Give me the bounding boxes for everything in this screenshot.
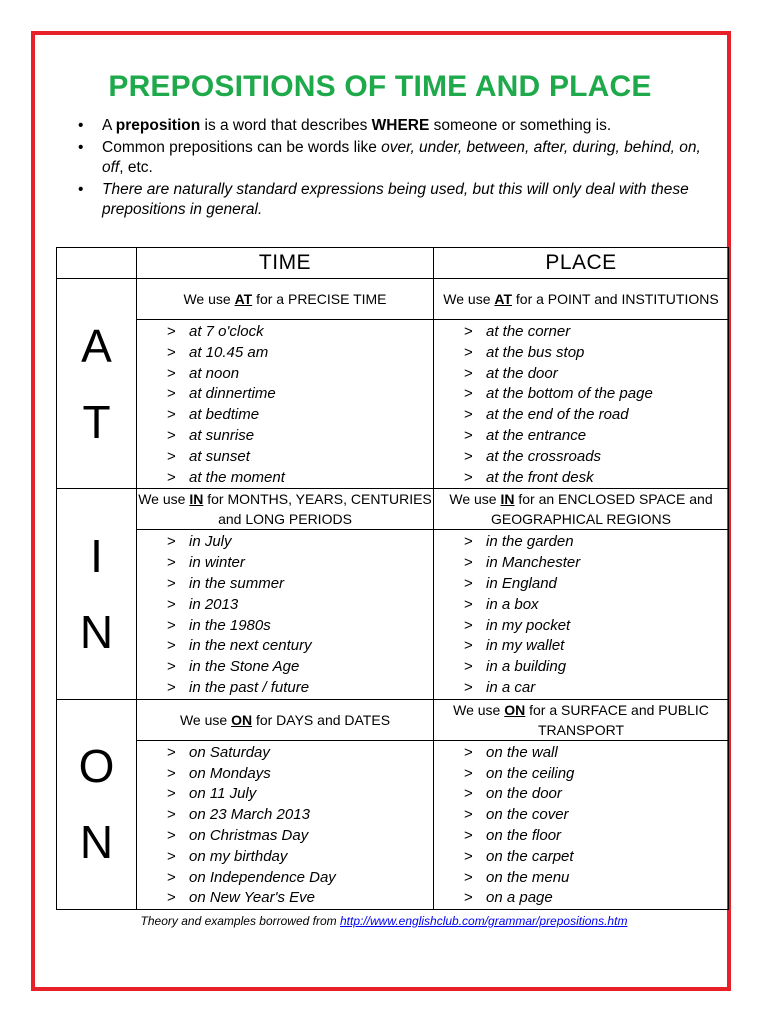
arrow-icon: > xyxy=(167,574,176,592)
time-examples xyxy=(137,740,434,909)
keyword: ON xyxy=(504,701,526,718)
list-item: > on Saturday xyxy=(137,743,433,764)
bullet-item: • A preposition is a word that describes WHERE someone or something is. xyxy=(78,116,708,137)
bullet-dot-icon: • xyxy=(78,117,84,134)
arrow-icon: > xyxy=(167,406,176,424)
list-item: > at noon xyxy=(137,364,433,385)
place-rule: We use ON for a SURFACE and PUBLIC TRANSPORT xyxy=(434,699,729,740)
arrow-icon: > xyxy=(167,868,176,886)
list-item: > in winter xyxy=(137,553,433,574)
arrow-icon: > xyxy=(167,764,176,782)
list-item: > in the 1980s xyxy=(137,616,433,637)
arrow-icon: > xyxy=(464,658,473,676)
list-item: > at the end of the road xyxy=(434,405,728,426)
preposition-letters xyxy=(57,489,137,699)
time-rule: We use AT for a PRECISE TIME xyxy=(137,279,434,320)
arrow-icon: > xyxy=(167,785,176,803)
keyword: IN xyxy=(189,491,204,508)
list-item: > on the floor xyxy=(434,826,728,847)
example-list xyxy=(137,530,433,698)
list-item: > at the door xyxy=(434,364,728,385)
keyword: AT xyxy=(494,291,513,307)
list-item: > in a car xyxy=(434,678,728,699)
arrow-icon: > xyxy=(167,554,176,572)
list-item: > on a page xyxy=(434,888,728,909)
keyword: ON xyxy=(231,711,253,728)
arrow-icon: > xyxy=(464,785,473,803)
list-item: > in the Stone Age xyxy=(137,657,433,678)
arrow-icon: > xyxy=(464,468,473,486)
list-item: > at bedtime xyxy=(137,405,433,426)
place-examples xyxy=(434,530,729,699)
arrow-icon: > xyxy=(167,426,176,444)
list-item: > in a building xyxy=(434,657,728,678)
list-item: > at the corner xyxy=(434,322,728,343)
place-rule: We use AT for a POINT and INSTITUTIONS xyxy=(434,279,729,320)
list-item: > at the moment xyxy=(137,468,433,489)
time-examples xyxy=(137,530,434,699)
list-item: > on the menu xyxy=(434,868,728,889)
example-list xyxy=(434,741,728,909)
arrow-icon: > xyxy=(464,595,473,613)
header-place: PLACE xyxy=(434,248,729,279)
bullet-item: • There are naturally standard expressions being used, but this will only deal with these prepositions in general. xyxy=(78,180,689,218)
list-item: > on the door xyxy=(434,784,728,805)
arrow-icon: > xyxy=(464,616,473,634)
list-item: > in the garden xyxy=(434,532,728,553)
arrow-icon: > xyxy=(167,616,176,634)
footer-credit: Theory and examples borrowed from http://www.englishclub.com/grammar/prepositions.htm xyxy=(140,914,628,928)
bullet-dot-icon: • xyxy=(78,180,84,198)
arrow-icon: > xyxy=(464,847,473,865)
arrow-icon: > xyxy=(167,468,176,486)
arrow-icon: > xyxy=(464,678,473,696)
time-rule: We use IN for MONTHS, YEARS, CENTURIES and LONG PERIODS xyxy=(137,489,434,530)
arrow-icon: > xyxy=(167,889,176,907)
list-item: > at the crossroads xyxy=(434,447,728,468)
arrow-icon: > xyxy=(464,806,473,824)
arrow-icon: > xyxy=(464,764,473,782)
arrow-icon: > xyxy=(464,406,473,424)
preposition-letter: N xyxy=(79,606,114,659)
source-link[interactable]: http://www.englishclub.com/grammar/prepositions.htm xyxy=(339,914,628,928)
time-examples xyxy=(137,320,434,489)
header-empty xyxy=(57,248,137,279)
arrow-icon: > xyxy=(464,385,473,403)
preposition-letter: O xyxy=(78,740,115,793)
arrow-icon: > xyxy=(167,678,176,696)
arrow-icon: > xyxy=(464,826,473,844)
preposition-letter: I xyxy=(90,530,103,583)
place-examples xyxy=(434,320,729,489)
place-examples xyxy=(434,740,729,909)
arrow-icon: > xyxy=(167,323,176,340)
list-item: > on the ceiling xyxy=(434,764,728,785)
list-item: > at the front desk xyxy=(434,468,728,489)
list-item: > at the bus stop xyxy=(434,343,728,364)
list-item: > at 7 o'clock xyxy=(137,322,433,343)
list-item: > at dinnertime xyxy=(137,384,433,405)
list-item: > at the bottom of the page xyxy=(434,384,728,405)
list-item: > on the cover xyxy=(434,805,728,826)
list-item: > on 11 July xyxy=(137,784,433,805)
bullet-dot-icon: • xyxy=(78,138,84,156)
bullet-item: • Common prepositions can be words like over, under, between, after, during, behind, on, off, etc. xyxy=(78,138,701,176)
preposition-letters xyxy=(57,279,137,489)
arrow-icon: > xyxy=(167,637,176,655)
arrow-icon: > xyxy=(167,343,176,361)
list-item: > in the summer xyxy=(137,574,433,595)
arrow-icon: > xyxy=(464,868,473,886)
list-item: > on Christmas Day xyxy=(137,826,433,847)
preposition-letters xyxy=(57,699,137,909)
list-item: > on the carpet xyxy=(434,847,728,868)
arrow-icon: > xyxy=(167,806,176,824)
arrow-icon: > xyxy=(464,447,473,465)
list-item: > on the wall xyxy=(434,743,728,764)
list-item: > at 10.45 am xyxy=(137,343,433,364)
arrow-icon: > xyxy=(167,385,176,403)
arrow-icon: > xyxy=(167,533,176,551)
arrow-icon: > xyxy=(464,743,473,761)
list-item: > at sunrise xyxy=(137,426,433,447)
arrow-icon: > xyxy=(167,847,176,865)
arrow-icon: > xyxy=(464,554,473,572)
preposition-letter: A xyxy=(81,319,112,372)
arrow-icon: > xyxy=(167,826,176,844)
place-rule: We use IN for an ENCLOSED SPACE and GEOGRAPHICAL REGIONS xyxy=(434,489,729,530)
list-item: > in 2013 xyxy=(137,595,433,616)
arrow-icon: > xyxy=(464,574,473,592)
list-item: > in the next century xyxy=(137,636,433,657)
preposition-letter: T xyxy=(82,395,111,448)
arrow-icon: > xyxy=(464,889,473,907)
keyword: IN xyxy=(500,491,515,508)
list-item: > on Independence Day xyxy=(137,868,433,889)
list-item: > in the past / future xyxy=(137,678,433,699)
example-list xyxy=(137,320,433,488)
prepositions-table xyxy=(56,247,729,910)
list-item: > on my birthday xyxy=(137,847,433,868)
arrow-icon: > xyxy=(464,426,473,444)
list-item: > at the entrance xyxy=(434,426,728,447)
list-item: > in England xyxy=(434,574,728,595)
arrow-icon: > xyxy=(167,743,176,761)
arrow-icon: > xyxy=(167,447,176,465)
list-item: > in Manchester xyxy=(434,553,728,574)
arrow-icon: > xyxy=(464,533,473,551)
header-time: TIME xyxy=(137,248,434,279)
preposition-letter: N xyxy=(79,816,114,869)
arrow-icon: > xyxy=(464,323,473,340)
list-item: > in July xyxy=(137,532,433,553)
list-item: > in my pocket xyxy=(434,616,728,637)
example-list xyxy=(137,741,433,909)
example-list xyxy=(434,530,728,698)
keyword: AT xyxy=(234,291,253,307)
list-item: > on New Year's Eve xyxy=(137,888,433,909)
list-item: > on Mondays xyxy=(137,764,433,785)
list-item: > at sunset xyxy=(137,447,433,468)
example-list xyxy=(434,320,728,488)
arrow-icon: > xyxy=(464,343,473,361)
arrow-icon: > xyxy=(464,637,473,655)
time-rule: We use ON for DAYS and DATES xyxy=(137,699,434,740)
list-item: > in a box xyxy=(434,595,728,616)
arrow-icon: > xyxy=(167,595,176,613)
arrow-icon: > xyxy=(167,364,176,382)
arrow-icon: > xyxy=(464,364,473,382)
list-item: > in my wallet xyxy=(434,636,728,657)
list-item: > on 23 March 2013 xyxy=(137,805,433,826)
page-title: PREPOSITIONS OF TIME AND PLACE xyxy=(108,70,652,103)
intro-bullets xyxy=(78,116,708,222)
arrow-icon: > xyxy=(167,658,176,676)
